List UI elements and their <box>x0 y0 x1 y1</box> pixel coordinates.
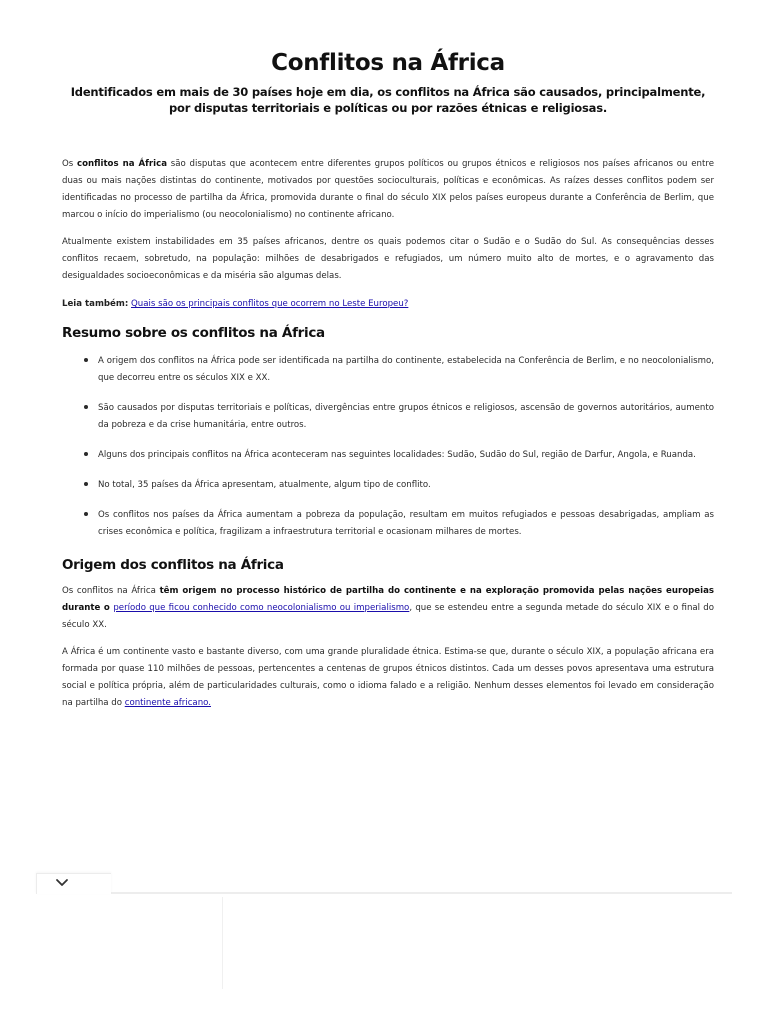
origin-text-post: , que se estendeu entre a segunda metade do século XIX e o final do século XX. <box>62 603 715 630</box>
diversity-text: A África é um continente vasto e bastante diverso, com uma grande pluralidade étnica. Estima-se que, durante o século XIX, a população africana era formada por quase 110 milhões de pessoas, pertencentes a centenas de grupos étnicos distintos. Cada um desses povos apresentava uma estrutura social e política própria, além de particularidades culturais, como o idioma falado e a religião. Nenhum desses elementos foi levado em consideração na partilha do <box>62 647 714 708</box>
intro-text-post: são disputas que acontecem entre diferentes grupos políticos ou grupos étnicos e religiosos nos países africanos ou entre duas ou mais nações distintas do continente, motivados por questões socioculturais, políticas e econômicas. As raízes desses conflitos podem ser identificadas no processo de partilha da África, promovida durante o final do século XIX pelos países europeus durante a Conferência de Berlim, que marcou o início do imperialismo (ou neocolonialismo) no continente africano. <box>62 159 714 220</box>
list-item: • A origem dos conflitos na África pode ser identificada na partilha do continente, estabelecida na Conferência de Berlim, e no neocolonialismo, que decorreu entre os séculos XIX e XX. <box>98 351 714 387</box>
read-also <box>62 296 714 313</box>
list-item: • São causados por disputas territoriais e políticas, divergências entre grupos étnicos e religiosos, ascensão de governos autoritários, aumento da pobreza e da crise humanitária, entre outros. <box>98 398 714 434</box>
section-heading-resumo: Resumo sobre os conflitos na África <box>62 325 325 341</box>
intro-paragraph <box>62 156 714 224</box>
article-subtitle: Identificados em mais de 30 países hoje em dia, os conflitos na África são causados, principalmente, por disputas territoriais e políticas ou por razões étnicas e religiosas. <box>70 85 706 115</box>
bottom-divider <box>36 892 732 894</box>
article <box>62 50 714 712</box>
summary-list <box>62 351 714 541</box>
origin-paragraph <box>62 583 714 634</box>
section-heading-origem: Origem dos conflitos na África <box>62 557 284 573</box>
read-also-label: Leia também: <box>62 299 129 309</box>
diversity-paragraph <box>62 644 714 712</box>
intro-text-bold: conflitos na África <box>77 159 167 169</box>
neocolonialism-link[interactable]: período que ficou conhecido como neocolonialismo ou imperialismo <box>113 603 410 613</box>
list-item: • Os conflitos nos países da África aumentam a pobreza da população, resultam em muitos refugiados e pessoas desabrigadas, ampliam as crises econômica e política, fragilizam a infraestrutura territorial e ocasionam milhares de mortes. <box>98 505 714 541</box>
second-paragraph: Atualmente existem instabilidades em 35 países africanos, dentre os quais podemos citar o Sudão e o Sudão do Sul. As consequências desses conflitos recaem, sobretudo, na população: milhões de desabrigados e refugiados, um número muito alto de mortes, e o agravamento das desigualdades socioeconômicas e da miséria são algumas delas. <box>62 237 714 281</box>
list-item: • Alguns dos principais conflitos na África aconteceram nas seguintes localidades: Sudão, Sudão do Sul, região de Darfur, Angola, e Ruanda. <box>98 445 714 464</box>
read-also-link[interactable]: Quais são os principais conflitos que ocorrem no Leste Europeu? <box>131 299 409 309</box>
page-title: Conflitos na África <box>271 50 505 76</box>
collapse-toggle-button[interactable] <box>36 873 111 894</box>
intro-text-pre: Os <box>62 159 78 169</box>
african-continent-link[interactable]: continente africano. <box>124 698 211 708</box>
chevron-down-icon <box>55 876 69 890</box>
list-item: • No total, 35 países da África apresentam, atualmente, algum tipo de conflito. <box>98 475 714 494</box>
origin-text-bold: têm origem no processo histórico de partilha do continente e na exploração promovida pelas nações europeias durante o <box>62 586 714 613</box>
origin-text-pre: Os conflitos na África <box>62 586 160 596</box>
ad-placeholder <box>36 897 223 989</box>
